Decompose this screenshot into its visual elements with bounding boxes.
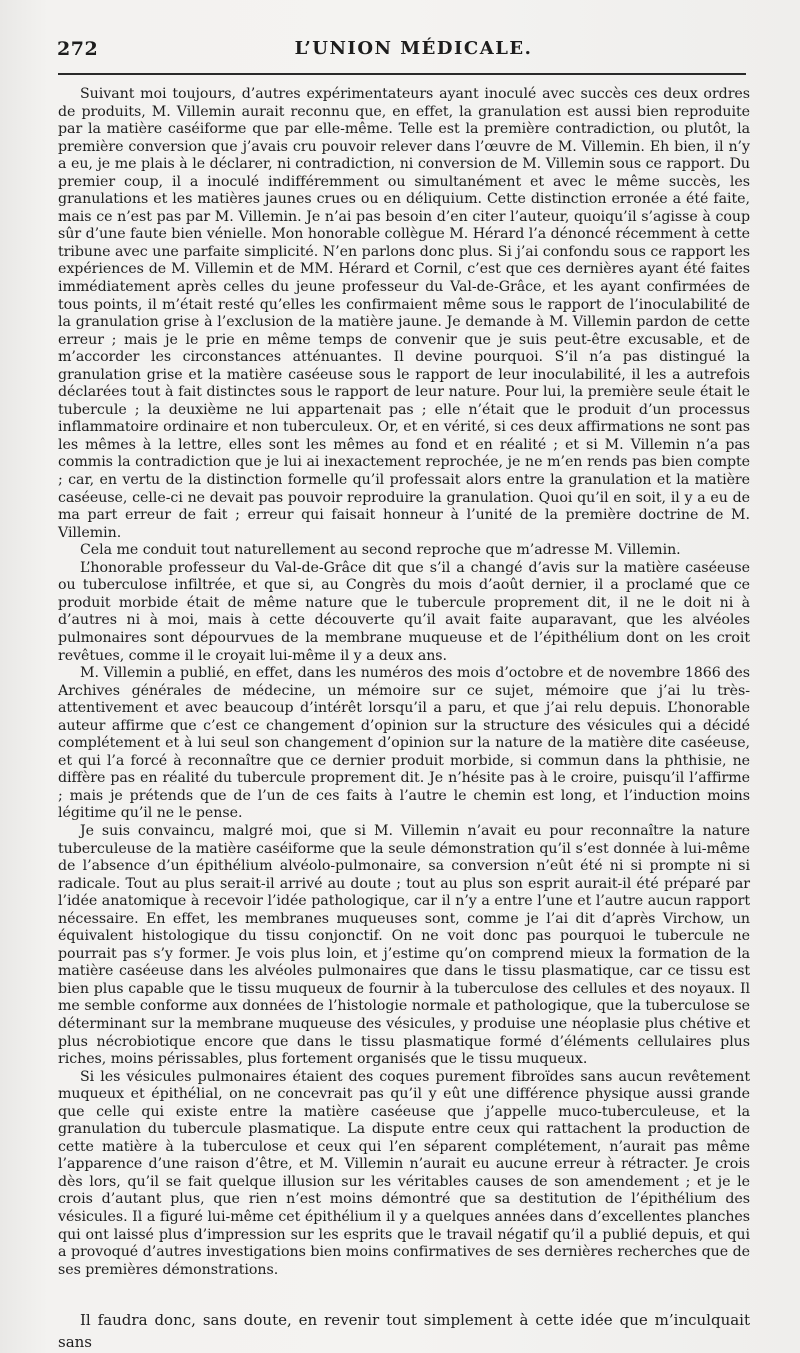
paragraph: L’honorable professeur du Val-de-Grâce dit que s’il a changé d’avis sur la matière caséeuse ou tuberculose infiltrée, et que si, au Congrès du mois d’août dernier, il a proclamé que ce produit morbide était de même nature que le tubercule proprement dit, il ne le doit ni à d’autres ni à moi, mais à cette découverte qu’il avait faite auparavant, que les alvéoles pulmonaires sont dépourvues de la membrane muqueuse et de l’épithélium dont on les croit revêtues, comme il le croyait lui-même il y a deux ans.	[58, 559, 750, 664]
paragraph: Suivant moi toujours, d’autres expérimentateurs ayant inoculé avec succès ces deux ordres de produits, M. Villemin aurait reconnu que, en effet, la granulation est aussi bien reproduite par la matière caséiforme que par elle-même. Telle est la première contradiction, ou plutôt, la première conversion que j’avais cru pouvoir relever dans l’œuvre de M. Villemin. Eh bien, il n’y a eu, je me plais à le déclarer, ni contradiction, ni conversion de M. Villemin sous ce rapport. Du premier coup, il a inoculé indifféremment ou simultanément et avec le même succès, les granulations et les matières jaunes crues ou en déliquium. Cette distinction erronée a été faite, mais ce n’est pas par M. Villemin. Je n’ai pas besoin d’en citer l’auteur, quoiqu’il s’agisse à coup sûr d’une faute bien vénielle. Mon honorable collègue M. Hérard l’a dénoncé récemment à cette tribune avec une parfaite simplicité. N’en parlons donc plus. Si j’ai confondu sous ce rapport les expériences de M. Villemin et de MM. Hérard et Cornil, c’est que ces dernières ayant été faites immédiatement après celles du jeune professeur du Val-de-Grâce, et les ayant confirmées de tous points, il m’était resté qu’elles les confirmaient même sous le rapport de l’inoculabilité de la granulation grise à l’exclusion de la matière jaune. Je demande à M. Villemin pardon de cette erreur ; mais je le prie en même temps de convenir que je suis peut-être excusable, et de m’accorder les circonstances atténuantes. Il devine pourquoi. S’il n’a pas distingué la granulation grise et la matière caséeuse sous le rapport de leur inoculabilité, il les a autrefois déclarées tout à fait distinctes sous le rapport de leur nature. Pour lui, la première seule était le tubercule ; la deuxième ne lui appartenait pas ; elle n’était que le produit d’un processus inflammatoire ordinaire et non tuberculeux. Or, et en vérité, si ces deux affirmations ne sont pas les mêmes à la lettre, elles sont les mêmes au fond et en réalité ; et si M. Villemin n’a pas commis la contradiction que je lui ai inexactement reprochée, je ne m’en rends pas bien compte ; car, en vertu de la distinction formelle qu’il professait alors entre la granulation et la matière caséeuse, celle-ci ne devait pas pouvoir reproduire la granulation. Quoi qu’il en soit, il y a eu de ma part erreur de fait ; erreur qui faisait honneur à l’unité de la première doctrine de M. Villemin.	[58, 86, 750, 541]
paragraph: M. Villemin a publié, en effet, dans les numéros des mois d’octobre et de novembre 1866 des Archives générales de médecine, un mémoire sur ce sujet, mémoire que j’ai lu très-attentivement et avec beaucoup d’intérêt lorsqu’il a paru, et que j’ai relu depuis. L’honorable auteur affirme que c’est ce changement d’opinion sur la structure des vésicules qui a décidé complétement et à lui seul son changement d’opinion sur la nature de la matière dite caséeuse, et qui l’a forcé à reconnaître que ce dernier produit morbide, si commun dans la phthisie, ne diffère pas en réalité du tubercule proprement dit. Je n’hésite pas à le croire, puisqu’il l’affirme ; mais je prétends que de l’un de ces faits à l’autre le chemin est long, et l’induction moins légitime qu’il ne le pense.	[58, 665, 750, 822]
paragraph: Si les vésicules pulmonaires étaient des coques purement fibroïdes sans aucun revêtement muqueux et épithélial, on ne concevrait pas qu’il y eût une différence physique aussi grande que celle qui existe entre la matière caséeuse que j’appelle muco-tuberculeuse, et la granulation du tubercule plasmatique. La dispute entre ceux qui rattachent la production de cette matière à la tuberculose et ceux qui l’en séparent complétement, n’aurait pas même l’apparence d’une raison d’être, et M. Villemin n’aurait eu aucune erreur à rétracter. Je crois dès lors, qu’il se fait quelque illusion sur les véritables causes de son amendement ; et je le crois d’autant plus, que rien n’est moins démontré que sa destitution de l’épithélium des vésicules. Il a figuré lui-même cet épithélium il y a quelques années dans d’excellentes planches qui ont laissé plus d’impression sur les esprits que le travail négatif qu’il a publié depuis, et qui a provoqué d’autres investigations bien moins confirmatives de ses dernières recherches que de ses premières démonstrations.	[58, 1068, 750, 1278]
page-header	[57, 36, 750, 64]
running-head: L’UNION MÉDICALE.	[294, 38, 533, 59]
page-number: 272	[57, 38, 99, 60]
paragraph-continued: Il faudra donc, sans doute, en revenir tout simplement à cette idée que m’inculquait sans	[58, 1311, 750, 1351]
article-body	[58, 86, 750, 1279]
paragraph: Cela me conduit tout naturellement au second reproche que m’adresse M. Villemin.	[80, 542, 681, 559]
header-rule	[58, 73, 746, 75]
paragraph: Je suis convaincu, malgré moi, que si M. Villemin n’avait eu pour reconnaître la nature tuberculeuse de la matière caséiforme que la seule démonstration qu’il s’est donnée à lui-même de l’absence d’un épithélium alvéolo-pulmonaire, sa conversion n’eût été ni si prompte ni si radicale. Tout au plus serait-il arrivé au doute ; tout au plus son esprit aurait-il été préparé par l’idée anatomique à recevoir l’idée pathologique, car il n’y a entre l’une et l’autre aucun rapport nécessaire. En effet, les membranes muqueuses sont, comme je l’ai dit d’après Virchow, un équivalent histologique du tissu conjonctif. On ne voit donc pas pourquoi le tubercule ne pourrait pas s’y former. Je vois plus loin, et j’estime qu’on comprend mieux la formation de la matière caséeuse dans les alvéoles pulmonaires que dans le tissu plasmatique, car ce tissu est bien plus capable que le tissu muqueux de fournir à la tuberculose des cellules et des noyaux. Il me semble conforme aux données de l’histologie normale et pathologique, que la tuberculose se déterminant sur la membrane muqueuse des vésicules, y produise une néoplasie plus chétive et plus nécrobiotique encore que dans le tissu plasmatique formé d’éléments cellulaires plus riches, moins périssables, plus fortement organisés que le tissu muqueux.	[58, 822, 750, 1068]
